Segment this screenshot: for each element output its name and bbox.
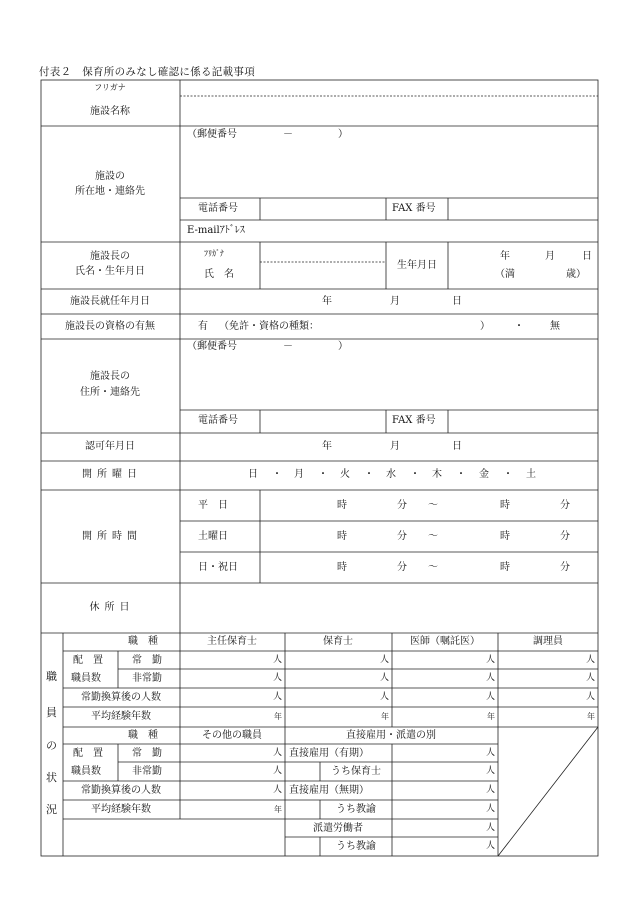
- saturday-tilde: ～: [428, 531, 438, 542]
- qualification-yes[interactable]: 有: [198, 321, 208, 332]
- facility-name-label: 施設名称: [90, 106, 130, 117]
- weekday-end-hour: 時: [500, 500, 510, 511]
- unit-p: 人: [272, 766, 282, 776]
- hours-row-weekday: 平 日: [198, 500, 228, 511]
- unit-p: 人: [485, 748, 495, 758]
- director-postal-label: （郵便番号: [187, 341, 237, 352]
- weekday-start-min: 分: [397, 500, 407, 511]
- address-label-2: 所在地・連絡先: [75, 186, 145, 197]
- postal-label: （郵便番号: [187, 129, 237, 140]
- director-name-label: 氏 名: [204, 269, 234, 280]
- unit-p: 人: [485, 673, 495, 683]
- avg-exp-label-top: 平均経験年数: [91, 711, 151, 722]
- converted-label-bottom: 常勤換算後の人数: [81, 785, 161, 796]
- facility-furigana-field[interactable]: [182, 82, 596, 94]
- director-postal-dash: －: [283, 341, 293, 352]
- type-cook: 調理員: [533, 636, 563, 647]
- unit-p: 人: [585, 655, 595, 665]
- closed-days-field[interactable]: [182, 585, 596, 631]
- furigana-label: フリガナ: [94, 83, 126, 92]
- unit-p: 人: [485, 655, 495, 665]
- appointment-day: 日: [452, 296, 462, 307]
- hours-label: 開所時間: [82, 531, 142, 542]
- saturday-start-hour: 時: [337, 531, 347, 542]
- employment-of-nursery: うち保育士: [331, 766, 381, 777]
- phone-label: 電話番号: [198, 203, 238, 214]
- director-fax-field[interactable]: [450, 412, 596, 431]
- fulltime-label-bottom: 常 勤: [132, 748, 162, 759]
- director-fax-label: FAX 番号: [392, 415, 436, 426]
- assign-label-2-bottom: 職員数: [71, 766, 101, 777]
- day-wed[interactable]: 水: [386, 469, 396, 480]
- hours-row-saturday: 土曜日: [198, 531, 228, 542]
- day-sep-1: ・: [272, 469, 282, 480]
- staff-side-label-5: 況: [46, 803, 58, 816]
- holiday-end-min: 分: [560, 562, 570, 573]
- unit-p: 人: [485, 841, 495, 851]
- day-sep-6: ・: [503, 469, 513, 480]
- qualification-dot: ・: [514, 321, 524, 332]
- parttime-label-top: 非常勤: [132, 673, 162, 684]
- staff-side-label-1: 職: [46, 670, 58, 683]
- director-label-1: 施設長の: [90, 251, 130, 262]
- birth-month: 月: [545, 251, 555, 262]
- day-sep-4: ・: [410, 469, 420, 480]
- unit-y: 年: [487, 712, 495, 721]
- age-close: 歳）: [566, 269, 586, 280]
- employment-dispatched-teacher: うち教諭: [336, 841, 376, 852]
- director-address-field[interactable]: [182, 358, 596, 408]
- converted-label-top: 常勤換算後の人数: [81, 692, 161, 703]
- unit-p: 人: [379, 673, 389, 683]
- holiday-end-hour: 時: [500, 562, 510, 573]
- day-sun[interactable]: 日: [248, 469, 258, 480]
- director-furigana-label: ﾌﾘｶﾞﾅ: [204, 249, 224, 258]
- approval-label: 認可年月日: [85, 441, 135, 452]
- unit-p: 人: [272, 748, 282, 758]
- postal-close: ）: [338, 129, 348, 140]
- email-field[interactable]: [262, 222, 596, 240]
- holiday-tilde: ～: [428, 562, 438, 573]
- unit-p: 人: [272, 785, 282, 795]
- open-days-label: 開所曜日: [82, 469, 142, 480]
- employment-header: 直接雇用・派遣の別: [346, 730, 436, 741]
- qualification-detail: （免許・資格の種類：: [219, 321, 319, 332]
- qualification-close: ）: [480, 321, 490, 332]
- employment-direct-fixed: 直接雇用（有期）: [289, 748, 369, 759]
- fulltime-label-top: 常 勤: [132, 655, 162, 666]
- director-address-label-1: 施設長の: [90, 371, 130, 382]
- qualification-label: 施設長の資格の有無: [65, 321, 155, 332]
- director-name-field[interactable]: [262, 244, 384, 287]
- staff-side-label-2: 員: [46, 706, 58, 719]
- birth-day: 日: [582, 251, 592, 262]
- type-other-staff: その他の職員: [202, 730, 262, 741]
- day-sep-2: ・: [318, 469, 328, 480]
- unit-p: 人: [485, 804, 495, 814]
- unit-p: 人: [272, 673, 282, 683]
- director-phone-label: 電話番号: [198, 415, 238, 426]
- closed-days-label: 休所日: [89, 602, 135, 613]
- unit-y: 年: [274, 805, 282, 814]
- hours-row-holiday: 日・祝日: [198, 562, 238, 573]
- weekday-end-min: 分: [560, 500, 570, 511]
- address-label-1: 施設の: [95, 171, 125, 182]
- approval-month: 月: [390, 441, 400, 452]
- unit-p: 人: [379, 692, 389, 702]
- director-label-2: 氏名・生年月日: [75, 266, 145, 277]
- weekday-start-hour: 時: [337, 500, 347, 511]
- type-chief-nursery: 主任保育士: [207, 636, 257, 647]
- birth-year: 年: [500, 251, 510, 262]
- assign-label-1-top: 配 置: [73, 655, 103, 666]
- approval-day: 日: [452, 441, 462, 452]
- postal-dash: －: [283, 129, 293, 140]
- day-mon[interactable]: 月: [294, 469, 304, 480]
- employment-dispatched: 派遣労働者: [313, 823, 363, 834]
- unit-p: 人: [379, 655, 389, 665]
- unit-p: 人: [485, 766, 495, 776]
- unit-p: 人: [272, 655, 282, 665]
- appointment-label: 施設長就任年月日: [70, 296, 150, 307]
- type-doctor: 医師（嘱託医）: [410, 636, 480, 647]
- approval-year: 年: [322, 441, 332, 452]
- day-sat[interactable]: 土: [526, 469, 536, 480]
- type-header-bottom: 職 種: [128, 730, 158, 741]
- unit-p: 人: [585, 692, 595, 702]
- day-sep-5: ・: [456, 469, 466, 480]
- day-tue[interactable]: 火: [340, 469, 350, 480]
- appointment-month: 月: [390, 296, 400, 307]
- day-thu[interactable]: 木: [432, 469, 442, 480]
- qualification-no[interactable]: 無: [550, 321, 560, 332]
- unit-y: 年: [381, 712, 389, 721]
- age-open: （満: [495, 269, 515, 280]
- unit-p: 人: [485, 785, 495, 795]
- holiday-start-hour: 時: [337, 562, 347, 573]
- director-address-label-2: 住所・連絡先: [80, 387, 140, 398]
- staff-side-label-3: の: [46, 739, 58, 752]
- type-header-top: 職 種: [128, 636, 158, 647]
- employment-of-teacher: うち教諭: [336, 804, 376, 815]
- holiday-start-min: 分: [397, 562, 407, 573]
- unit-y: 年: [587, 712, 595, 721]
- director-phone-field[interactable]: [262, 412, 384, 431]
- fax-label: FAX 番号: [392, 203, 436, 214]
- assign-label-2-top: 職員数: [71, 673, 101, 684]
- assign-label-1-bottom: 配 置: [73, 748, 103, 759]
- email-label: E-mailｱﾄﾞﾚｽ: [187, 225, 245, 236]
- parttime-label-bottom: 非常勤: [132, 766, 162, 777]
- facility-name-field[interactable]: [182, 98, 596, 124]
- director-postal-close: ）: [338, 341, 348, 352]
- type-nursery: 保育士: [323, 636, 353, 647]
- birth-label: 生年月日: [397, 260, 437, 271]
- day-fri[interactable]: 金: [479, 469, 489, 480]
- unit-p: 人: [485, 692, 495, 702]
- saturday-start-min: 分: [397, 531, 407, 542]
- saturday-end-min: 分: [560, 531, 570, 542]
- appointment-year: 年: [322, 296, 332, 307]
- form-title: 付表２ 保育所のみなし確認に係る記載事項: [39, 66, 255, 78]
- unit-p: 人: [585, 673, 595, 683]
- address-field[interactable]: [182, 146, 596, 196]
- phone-field[interactable]: [262, 200, 384, 218]
- fax-field[interactable]: [450, 200, 596, 218]
- weekday-tilde: ～: [428, 500, 438, 511]
- unit-p: 人: [272, 692, 282, 702]
- staff-side-label-4: 状: [46, 771, 58, 784]
- saturday-end-hour: 時: [500, 531, 510, 542]
- unit-p: 人: [485, 823, 495, 833]
- employment-direct-indefinite: 直接雇用（無期）: [289, 785, 369, 796]
- day-sep-3: ・: [364, 469, 374, 480]
- unit-y: 年: [274, 712, 282, 721]
- avg-exp-label-bottom: 平均経験年数: [91, 804, 151, 815]
